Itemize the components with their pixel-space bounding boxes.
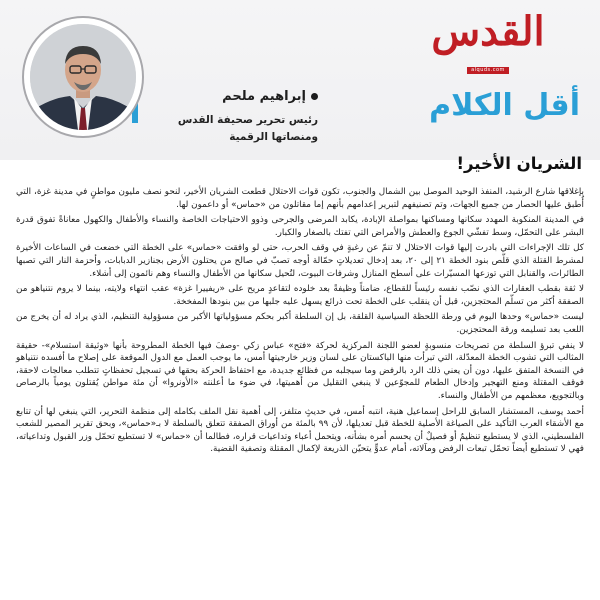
- article-paragraph: بإغلاقها شارع الرشيد، المنفذ الوحيد الموصل بين الشمال والجنوب، تكون قوات الاحتلال قطعت الشريان الأخير، لنحو نصف مليون مواطنٍ في مدينة غزة، التي أُطبق عليها الحصار من جميع الجهات، وتم تصنيفهم لتبرير إعدامهم بأنهم إما مقاتلون من «حماس» أو داعمون لها.: [16, 187, 584, 210]
- article-paragraph: أحمد يوسف، المستشار السابق للراحل إسماعيل هنية، انتبه أمس، في حديثٍ متلفز، إلى أهمية نقل الملف بكامله إلى منظمة التحرير، التي ينبغي لها أن تتابع مع الأشقاء العرب التأكيد على الصياغة الأصلية للخطة قبل تعديلها، لأن ٩٩ بالمئة من أوراق الصفقة تتعلق بالسلطة لا بـ«حماس»، وبحق تقرير المصير للشعب الفلسطيني، الذي لا يستطيع تنظيمٌ أو فصيلٌ أن يحسم أمره بشأنه، ويتحمل أعباء وتداعيات قراره، فطالما أن «حماس» لا تستطيع تحمّل وزر القبول وتداعياته، فهي لا تستطيع أيضاً تحمّل تبعات الرفض ومآلاته، أمام عدوٍّ يتحيّن الذريعة لإكمال المقتلة وتصفية القضية.: [16, 406, 584, 455]
- article-paragraph: في المدينة المنكوبة المهدد سكانها ومساكنها بمواصلة الإبادة، يكابد المرضى والجرحى وذوو الاحتياجات الخاصة والنساء والأطفال والكهول معاناةً تفوق قدرة البشر على التحمّل، وسط تفشّي الجوع والعطش والأمراض التي تفتك بالصغار والكبار.: [16, 215, 584, 238]
- author-name-line: [168, 88, 318, 106]
- column-header: [0, 0, 600, 160]
- article-paragraph: كل تلك الإجراءات التي بادرت إليها قوات الاحتلال لا تنمّ عن رغبةٍ في وقف الحرب، حتى لو وافقت «حماس» على الخطة التي خضعت في الساعات الأخيرة لمشرط القتلة الذي قلّص بنود الخطة ٢١ إلى ٢٠، بعد إدخال تعديلاتٍ حمّالة أوجه تصبّ في صالح من يحتلون الأرض بجنازير الدبابات، وأحزمة النار التي تصبها الطائرات، والقنابل التي توزعها المسيّرات على أسطح المنازل وشرفات البيوت، لتُحيل سكانها من الأطفال والنساء وهم نائمون إلى أشلاء.: [16, 243, 584, 279]
- logo-wordmark: القدس: [431, 8, 545, 55]
- author-name: إبراهيم ملحم: [222, 89, 306, 104]
- column-title: أقل الكلام: [429, 88, 580, 123]
- masthead-logo: [388, 8, 588, 73]
- author-role-line-2: ومنصاتها الرقمية: [229, 131, 318, 143]
- logo-url: alquds.com: [467, 67, 509, 74]
- author-byline: [168, 88, 318, 146]
- article-body: [16, 186, 584, 459]
- article-paragraph: لا ثقة بقطب العقارات الذي نصّب نفسه رئيساً للقطاع، ضامناً وظيفةً بعد خلوده لتقاعدٍ مريح على «ريفييرا غزة» عقب انتهاء ولايته، بينما لا يروم نتنياهو من الصفقة أكثر من تسلّم المحتجزين، قبل أن ينقلب على الخطة تحت ذرائع يسهل عليه جلبها من بين بنودها المفخخة.: [16, 284, 584, 307]
- article-paragraph: ليست «حماس» وحدها اليوم في ورطة اللحظة السياسية القلقة، بل إن السلطة أكبر بحكم مسؤولياتها الأكبر من مسؤولية التنظيم، الذي يراد له أن يخرج من اللعب بعد تسليمه ورقة المحتجزين.: [16, 312, 584, 335]
- article-headline: الشريان الأخير!: [456, 154, 582, 173]
- bullet-icon: [311, 93, 318, 100]
- article-paragraph: لا ينفي تبرؤ السلطة من تصريحات منسوبةٍ لعضو اللجنة المركزية لحركة «فتح» عباس زكي -وصفَ فيها الخطة المطروحة بأنها «وثيقة استسلام»- حقيقة المثالب التي تشوب الخطة المعدّلة، التي تبرأت منها الباكستان على لسان وزير خارجيتها أمس، ما يوجب العمل مع الدول الموقعة على إصلاح ما أفسده نتنياهو في النسخة المتفق عليها، دون أن يعني ذلك الرد بالرفض وما سيجلبه من فظائع جديدة، مع احتفاظ الحركة بحقها في تسجيل تحفظاتٍ تتطلب معالجات لاحقة، فوقف المقتلة ومنع التهجير وإدخال الطعام للمجوّعين لا ينبغي التقليل من أهميتها، في ضوء ما أعلنته «الأونروا» أن مئة مواطن يُقتلون يومياً بالرصاص وبالتجويع، معظمهم من الأطفال والنساء.: [16, 340, 584, 401]
- author-photo: [30, 24, 136, 130]
- author-portrait-icon: [30, 24, 136, 130]
- author-role-line-1: رئيس تحرير صحيفة القدس: [177, 114, 318, 126]
